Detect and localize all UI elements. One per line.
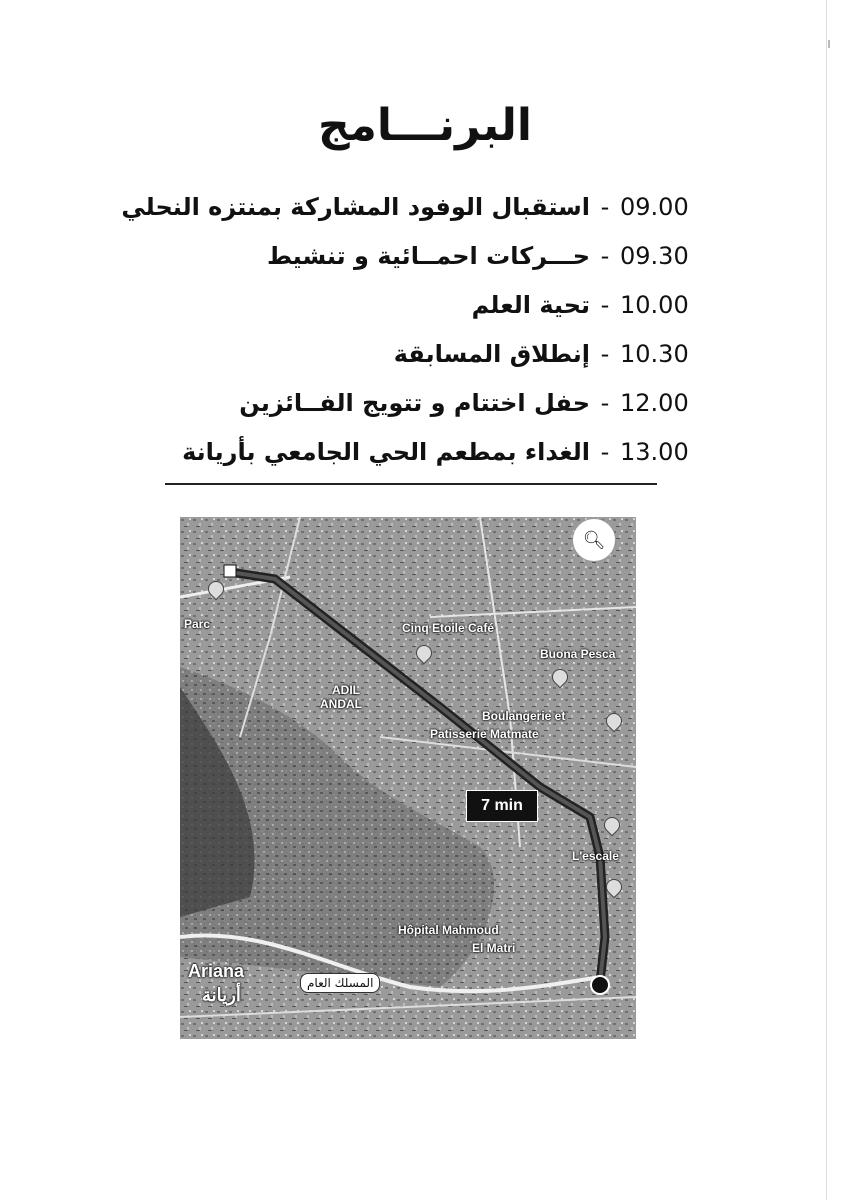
- map-background: [180, 517, 636, 1039]
- map-place-label: Buona Pesca: [540, 647, 616, 661]
- schedule-row: [100, 378, 720, 427]
- scan-mark: [826, 0, 827, 1200]
- search-icon[interactable]: 🔍︎: [572, 518, 616, 562]
- schedule-time: 10.30: [620, 339, 689, 368]
- schedule-activity: تحية العلم: [471, 290, 590, 319]
- map-place-label: Boulangerie et: [482, 709, 566, 723]
- schedule-dash: -: [600, 241, 610, 270]
- schedule-dash: -: [600, 192, 610, 221]
- map-place-label: ANDAL: [320, 697, 362, 711]
- route-duration-badge: 7 min: [466, 790, 538, 822]
- schedule-activity: استقبال الوفود المشاركة بمنتزه النحلي: [121, 192, 590, 221]
- schedule-time: 12.00: [620, 388, 689, 417]
- schedule-activity: إنطلاق المسابقة: [393, 339, 590, 368]
- map-place-label: Patisserie Matmate: [430, 727, 539, 741]
- map-place-label: Cinq Etoile Café: [402, 621, 495, 635]
- schedule-time: 10.00: [620, 290, 689, 319]
- schedule-time: 13.00: [620, 437, 689, 466]
- schedule-list: [100, 182, 720, 476]
- schedule-dash: -: [600, 437, 610, 466]
- map-place-label: ADIL: [332, 683, 360, 697]
- page-title: البرنـــامج: [317, 100, 533, 151]
- route-map[interactable]: [180, 517, 636, 1039]
- schedule-dash: -: [600, 339, 610, 368]
- schedule-row: [100, 280, 720, 329]
- map-place-label: El Matri: [472, 941, 516, 955]
- schedule-time: 09.30: [620, 241, 689, 270]
- schedule-dash: -: [600, 388, 610, 417]
- road-label: المسلك العام: [300, 973, 380, 993]
- schedule-row: [100, 427, 720, 476]
- map-city-label-ar: أريانة: [202, 985, 241, 1005]
- schedule-row: [100, 231, 720, 280]
- schedule-row: [100, 182, 720, 231]
- map-place-label: Hôpital Mahmoud: [398, 923, 499, 937]
- map-place-label: Parc: [184, 617, 211, 631]
- schedule-activity: حفل اختتام و تتويج الفــائزين: [239, 388, 590, 417]
- schedule-time: 09.00: [620, 192, 689, 221]
- map-city-label: Ariana: [188, 961, 245, 981]
- divider: [165, 483, 657, 485]
- schedule-row: [100, 329, 720, 378]
- scan-mark: [828, 40, 830, 48]
- schedule-activity: الغداء بمطعم الحي الجامعي بأريانة: [182, 437, 590, 466]
- map-place-label: L'escale: [572, 849, 619, 863]
- schedule-dash: -: [600, 290, 610, 319]
- schedule-activity: حـــركات احمــائية و تنشيط: [266, 241, 590, 270]
